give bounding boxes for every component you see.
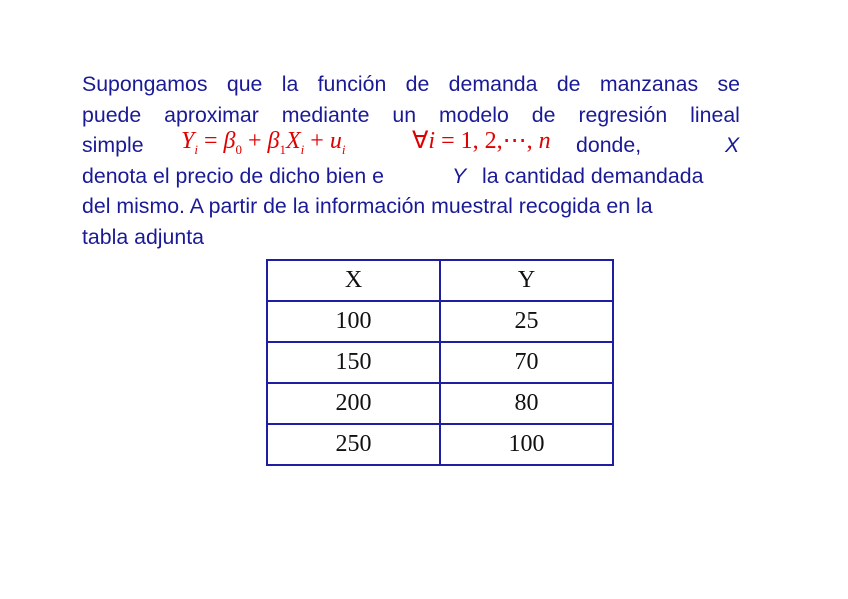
eq-beta: β — [223, 128, 236, 155]
cell-y: 100 — [440, 424, 613, 465]
word: de — [556, 72, 581, 96]
line-1 — [82, 69, 740, 100]
word: un — [392, 102, 417, 127]
line-3 — [82, 130, 740, 161]
cell-x: 200 — [267, 383, 440, 424]
line-4 — [82, 161, 740, 192]
var-x: X — [725, 133, 740, 158]
line-5: del mismo. A partir de la información muestral recogida en la — [82, 194, 653, 219]
problem-statement — [82, 69, 740, 253]
word-donde: donde, — [576, 133, 642, 158]
cell-x: 150 — [267, 342, 440, 383]
word: puede — [82, 102, 142, 127]
table-header-row — [267, 260, 613, 301]
word: demanda — [448, 72, 538, 96]
eq-sub-i: i — [300, 142, 305, 158]
table-row — [267, 342, 613, 383]
cell-x: 100 — [267, 301, 440, 342]
table-row — [267, 424, 613, 465]
table-row — [267, 383, 613, 424]
word: aproximar — [164, 102, 259, 127]
word-simple: simple — [82, 133, 144, 158]
forall-symbol: ∀ — [412, 128, 429, 155]
word: que — [226, 72, 263, 96]
eq-sub-0: 0 — [235, 142, 242, 158]
word: se — [717, 72, 740, 96]
eq-sub-i: i — [341, 142, 346, 158]
line-6: tabla adjunta — [82, 224, 204, 249]
eq-sub-i: i — [194, 142, 198, 158]
eq-plus: + — [304, 128, 330, 155]
header-y: Y — [440, 260, 613, 301]
text-segment: denota el precio de dicho bien e — [82, 163, 384, 188]
eq-beta: β — [267, 128, 280, 155]
regression-equation — [181, 126, 345, 157]
word: la — [281, 72, 299, 96]
table-row — [267, 301, 613, 342]
eq-u: u — [329, 128, 342, 155]
eq-plus: + — [241, 128, 268, 155]
word: lineal — [690, 102, 740, 127]
word: de — [405, 72, 430, 96]
word: Supongamos — [82, 72, 208, 96]
text-segment: la cantidad demandada — [482, 163, 704, 188]
eq-i: i — [428, 128, 436, 155]
eq-y: Y — [181, 128, 195, 155]
header-x: X — [267, 260, 440, 301]
eq-equals: = — [197, 128, 224, 155]
word: mediante — [281, 102, 370, 127]
index-range — [412, 126, 551, 157]
word: modelo — [439, 102, 509, 127]
data-table — [266, 259, 614, 466]
cell-y: 70 — [440, 342, 613, 383]
word: manzanas — [599, 72, 699, 96]
eq-n: n — [538, 128, 551, 155]
var-y: Y — [452, 163, 467, 188]
word: de — [531, 102, 556, 127]
cell-y: 25 — [440, 301, 613, 342]
eq-sub-1: 1 — [279, 142, 286, 158]
eq-x: X — [285, 128, 301, 155]
word: función — [317, 72, 387, 96]
eq-range: = 1, 2,⋯, — [435, 128, 539, 155]
word: regresión — [578, 102, 668, 127]
cell-y: 80 — [440, 383, 613, 424]
cell-x: 250 — [267, 424, 440, 465]
